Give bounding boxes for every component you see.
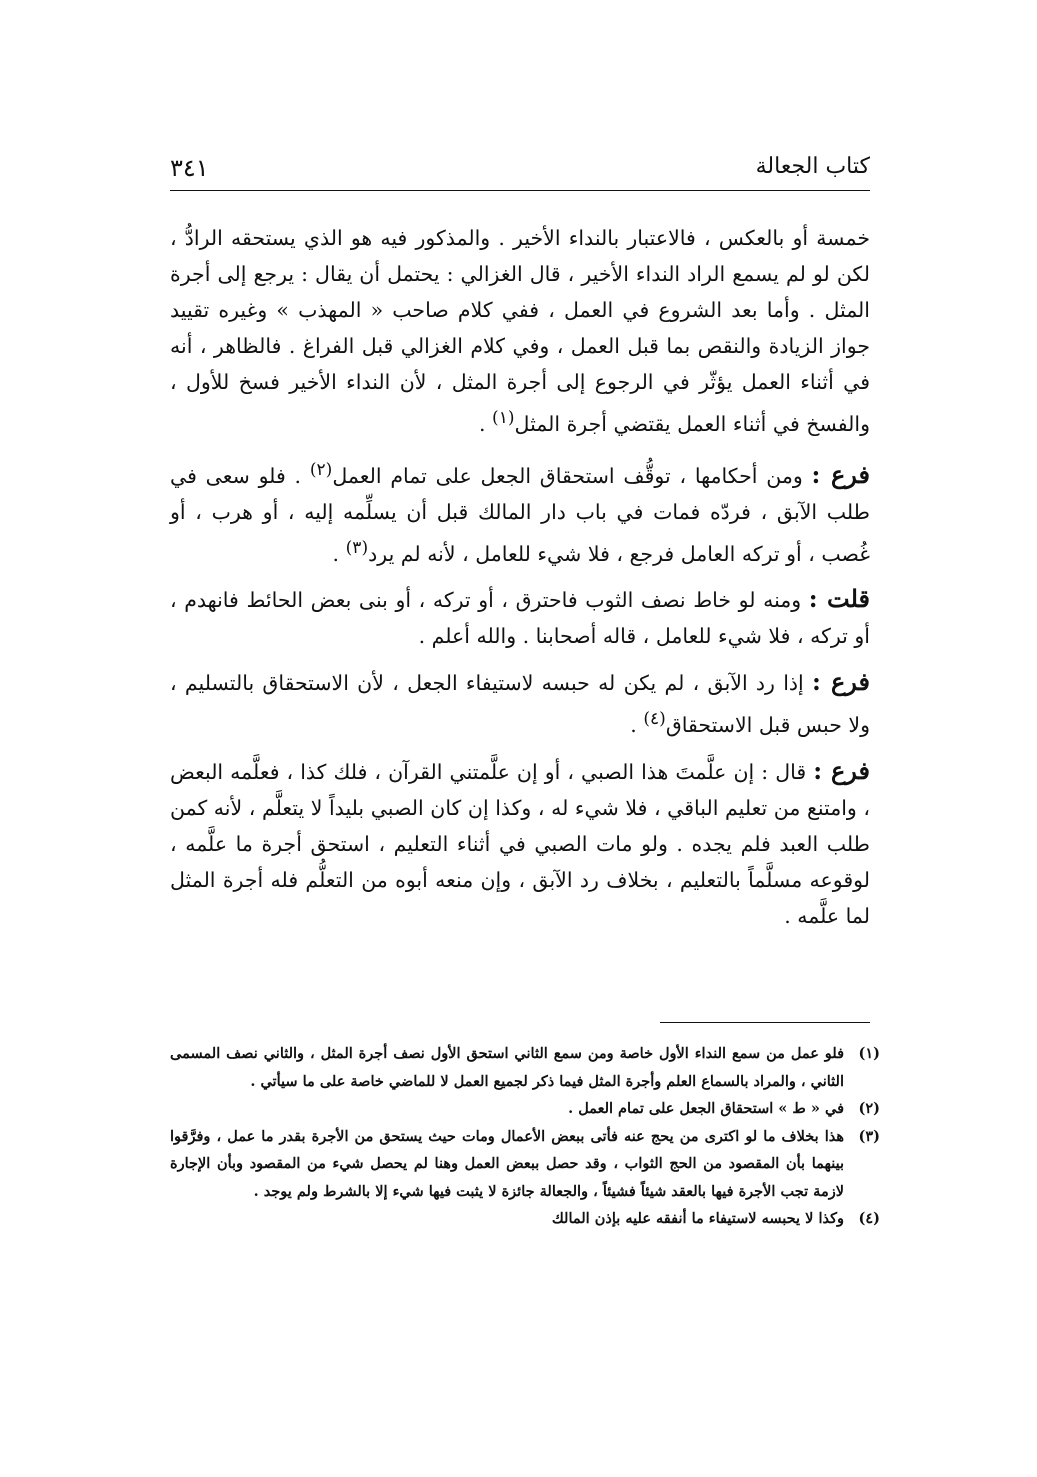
paragraph-text: إذا رد الآبق ، لم يكن له حبسه لاستيفاء الجعل ، لأن الاستحقاق بالتسليم ، ولا حبس قبل الاستحقاق bbox=[170, 671, 870, 738]
section-lead: فرع : bbox=[811, 459, 871, 489]
footnote-text: فلو عمل من سمع النداء الأول خاصة ومن سمع الثاني استحق الأول نصف أجرة المثل ، والثاني نصف المسمى الثاني ، والمراد بالسماع العلم وأجرة المثل فيما ذكر لجميع العمل لا للماضي خاصة على ما سيأتي . bbox=[170, 1045, 844, 1090]
paragraph-5 bbox=[170, 753, 870, 934]
punctuation: . bbox=[478, 411, 493, 436]
running-header bbox=[170, 150, 870, 186]
paragraph-text: . فلو سعى في طلب الآبق ، فردّه فمات في باب دار المالك قبل أن يسلِّمه إليه ، أو هرب ، أو غُصب ، أو تركه العامل فرجع ، فلا شيء للعامل ، لأنه لم يرد bbox=[170, 463, 870, 566]
footnote-divider bbox=[660, 1022, 870, 1023]
footnote bbox=[170, 1040, 880, 1095]
paragraph-2 bbox=[170, 452, 870, 572]
paragraph-1 bbox=[170, 220, 870, 442]
footnote-ref: (٣) bbox=[345, 537, 369, 558]
footnote-text: وكذا لا يحبسه لاستيفاء ما أنفقه عليه بإذن المالك bbox=[551, 1210, 844, 1227]
footnote bbox=[170, 1205, 880, 1233]
paragraph-text: ومنه لو خاط نصف الثوب فاحترق ، أو تركه ، أو بنى بعض الحائط فانهدم ، أو تركه ، فلا شيء للعامل ، قاله أصحابنا . والله أعلم . bbox=[170, 588, 870, 649]
section-lead: فرع : bbox=[813, 756, 871, 786]
main-text bbox=[170, 220, 870, 944]
paragraph-text: خمسة أو بالعكس ، فالاعتبار بالنداء الأخير . والمذكور فيه هو الذي يستحقه الرادُّ ، لكن لو لم يسمع الراد النداء الأخير ، قال الغزالي : يحتمل أن يقال : يرجع إلى أجرة المثل . وأما بعد الشروع في العمل ، ففي كلام صاحب « المهذب » وغيره تقييد جواز الزيادة والنقص بما قبل العمل ، وفي كلام الغزالي قبل الفراغ . فالظاهر ، أنه في أثناء العمل يؤثّر في الرجوع إلى أجرة المثل ، لأن النداء الأخير فسخ للأول ، والفسخ في أثناء العمل يقتضي أجرة المثل bbox=[170, 226, 870, 436]
footnote-number: (٤) bbox=[858, 1210, 880, 1227]
footnote-ref: (٢) bbox=[309, 459, 333, 480]
footnote-text: في « ط » استحقاق الجعل على تمام العمل . bbox=[568, 1100, 844, 1117]
footnote-number: (١) bbox=[858, 1045, 880, 1062]
paragraph-3 bbox=[170, 581, 870, 654]
footnote-ref: (١) bbox=[492, 408, 515, 428]
section-lead: قلت : bbox=[808, 584, 871, 614]
footnote bbox=[170, 1123, 880, 1206]
paragraph-text: قال : إن علَّمتَ هذا الصبي ، أو إن علَّمتني القرآن ، فلك كذا ، فعلَّمه البعض ، وامتنع من تعليم الباقي ، فلا شيء له ، وكذا إن كان الصبي بليداً لا يتعلَّم ، لأنه كمن طلب العبد فلم يجده . ولو مات الصبي في أثناء التعليم ، استحق أجرة ما علَّمه ، لوقوعه مسلَّماً بالتعليم ، بخلاف رد الآبق ، وإن منعه أبوه من التعلُّم فله أجرة المثل لما علَّمه . bbox=[170, 760, 871, 929]
page-number: ٣٤١ bbox=[170, 154, 209, 182]
punctuation: . bbox=[630, 713, 644, 738]
paragraph-text: ومن أحكامها ، توقُّف استحقاق الجعل على تمام العمل bbox=[332, 463, 812, 488]
footnote-text: هذا بخلاف ما لو اكترى من يحج عنه فأتى ببعض الأعمال ومات حيث يستحق من الأجرة بقدر ما عمل ، وفرَّقوا بينهما بأن المقصود من الحج الثواب ، وقد حصل ببعض العمل وهنا لم يحصل شيء من المقصود وبأن الإجارة لازمة تجب الأجرة فيها بالعقد شيئاً فشيئاً ، والجعالة جائزة لا يثبت فيها شيء إلا بالشرط ولم يوجد . bbox=[170, 1127, 844, 1200]
header-divider bbox=[170, 190, 870, 191]
punctuation: . bbox=[332, 541, 346, 566]
footnote-ref: (٤) bbox=[643, 709, 666, 730]
footnote bbox=[170, 1095, 880, 1123]
footnotes bbox=[170, 1040, 880, 1233]
section-lead: فرع : bbox=[812, 667, 870, 697]
paragraph-4 bbox=[170, 664, 870, 743]
running-title: كتاب الجعالة bbox=[755, 154, 870, 179]
footnote-number: (٣) bbox=[858, 1127, 880, 1145]
footnote-number: (٢) bbox=[858, 1100, 880, 1117]
